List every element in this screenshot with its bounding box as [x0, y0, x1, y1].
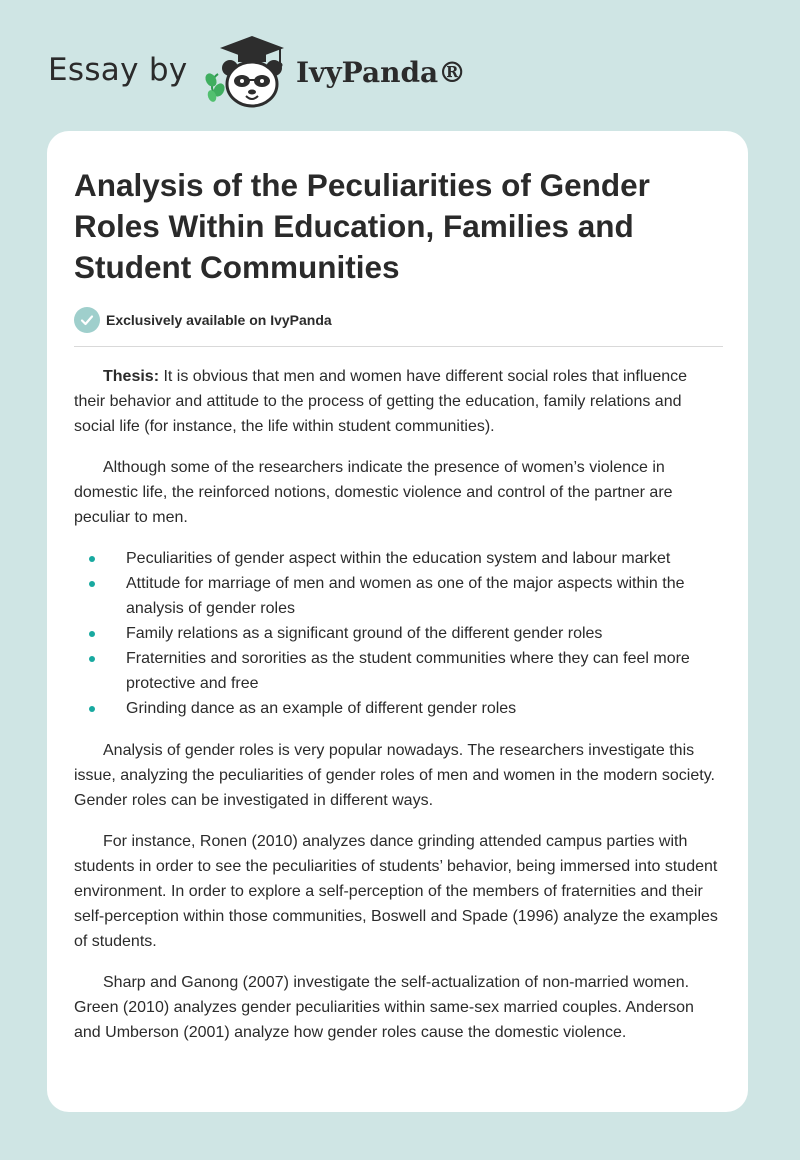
brand-name[interactable]: IvyPanda® [296, 56, 467, 89]
thesis-text: It is obvious that men and women have different social roles that influence their behavior and attitude to the process of getting the education, family relations and social life (for instance, the life within student communities). [74, 368, 688, 435]
paragraph-5: Sharp and Ganong (2007) investigate the self-actualization of non-married women. Green (2010) analyzes gender peculiarities within same-sex married couples. Anderson and Umberson (2001) analyze how gender roles cause the domestic violence. [74, 974, 694, 1041]
essay-card [47, 131, 748, 1112]
badge-label: Exclusively available on IvyPanda [106, 312, 332, 328]
check-circle-icon [74, 307, 100, 333]
bullet-icon [89, 656, 95, 662]
essay-body [74, 361, 722, 1061]
paragraph-4: For instance, Ronen (2010) analyzes dance grinding attended campus parties with students in order to see the peculiarities of students’ behavior, being immersed into student environment. In order to explore a self-perception of the members of fraternities and their self-perception within those communities, Boswell and Spade (1996) analyze the examples of students. [74, 833, 718, 950]
essay-title: Analysis of the Peculiarities of Gender Roles Within Education, Families and Student Communities [74, 167, 650, 285]
panda-graduate-icon[interactable] [200, 34, 290, 110]
bullet-icon [89, 706, 95, 712]
bullet-icon [89, 581, 95, 587]
paragraph-2: Although some of the researchers indicate the presence of women’s violence in domestic life, the reinforced notions, domestic violence and control of the partner are peculiar to men. [74, 459, 673, 526]
thesis-label: Thesis: [103, 368, 160, 385]
bullet-icon [89, 556, 95, 562]
list-item: Grinding dance as an example of different gender roles [74, 696, 722, 721]
exclusive-badge [74, 306, 332, 334]
site-header [48, 34, 548, 114]
outline-list [74, 546, 722, 721]
list-item: Fraternities and sororities as the student communities where they can feel more protective and free [74, 646, 722, 696]
divider [74, 346, 723, 347]
bullet-icon [89, 631, 95, 637]
list-item: Attitude for marriage of men and women as one of the major aspects within the analysis of gender roles [74, 571, 722, 621]
list-item: Family relations as a significant ground of the different gender roles [74, 621, 722, 646]
thesis-paragraph [74, 364, 722, 439]
essay-by-label: Essay by [48, 52, 188, 88]
paragraph-3: Analysis of gender roles is very popular nowadays. The researchers investigate this issue, analyzing the peculiarities of gender roles of men and women in the modern society. Gender roles can be investigated in different ways. [74, 742, 715, 809]
list-item: Peculiarities of gender aspect within the education system and labour market [74, 546, 722, 571]
